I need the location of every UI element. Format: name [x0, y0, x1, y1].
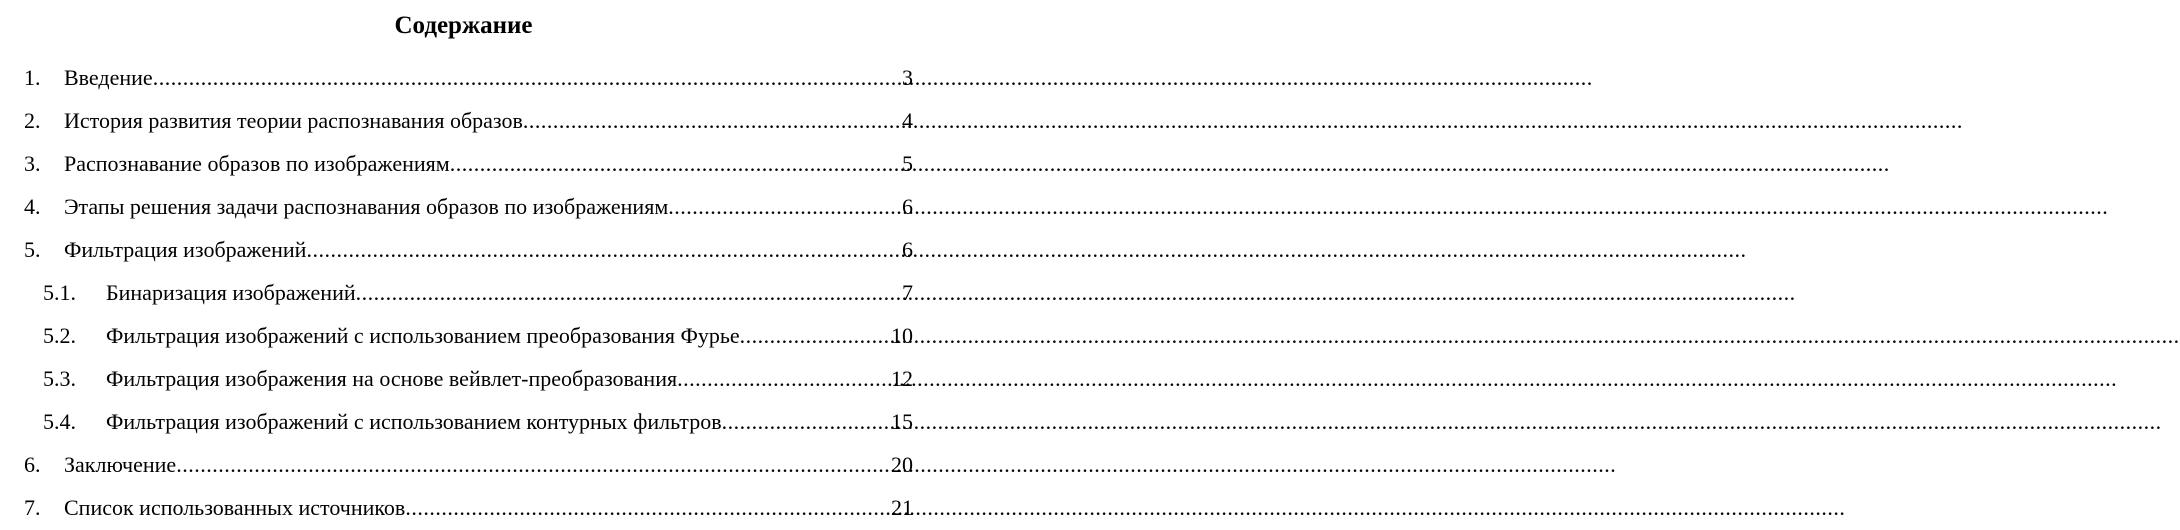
toc-entry-text: Фильтрация изображений с использованием контурных фильтров — [106, 409, 722, 434]
dot-leader — [153, 58, 901, 98]
toc-entry-conclusion[interactable] — [24, 445, 913, 485]
toc-entry-text: История развития теории распознавания образов — [64, 108, 523, 133]
toc-entry-history[interactable] — [24, 101, 913, 141]
toc-entry-page: 12 — [891, 366, 913, 391]
toc-entry-number: 5.1. — [43, 280, 76, 305]
toc-entry-number: 5. — [24, 237, 41, 262]
toc-entry-page: 3 — [902, 65, 913, 90]
toc-entry-number: 7. — [24, 495, 41, 520]
toc-entry-number: 3. — [24, 151, 41, 176]
toc-entry-number: 5.3. — [43, 366, 76, 391]
dot-leader — [356, 273, 901, 313]
toc-entry-page: 4 — [902, 108, 913, 133]
dot-leader — [450, 144, 901, 184]
toc-entry-fourier-filtering[interactable] — [43, 316, 913, 356]
toc-entry-number: 5.4. — [43, 409, 76, 434]
toc-entry-page: 15 — [891, 409, 913, 434]
toc-entry-wavelet-filtering[interactable] — [43, 359, 913, 399]
toc-entry-number: 2. — [24, 108, 41, 133]
toc-entry-page: 20 — [891, 452, 913, 477]
toc-entry-binarization[interactable] — [43, 273, 913, 313]
toc-entry-text: Фильтрация изображений с использованием преобразования Фурье — [106, 323, 740, 348]
toc-entry-text: Заключение — [64, 452, 177, 477]
toc-entry-stages[interactable] — [24, 187, 913, 227]
dot-leader — [677, 359, 890, 399]
dot-leader — [176, 445, 890, 485]
toc-entry-page: 10 — [891, 323, 913, 348]
dot-leader — [523, 101, 901, 141]
dot-leader — [668, 187, 901, 227]
toc-entry-number: 4. — [24, 194, 41, 219]
toc-entry-page: 7 — [902, 280, 913, 305]
toc-entry-number: 1. — [24, 65, 41, 90]
toc-entry-introduction[interactable] — [24, 58, 913, 98]
toc-entry-number: 6. — [24, 452, 41, 477]
toc-entry-number: 5.2. — [43, 323, 76, 348]
toc-entry-text: Распознавание образов по изображениям — [64, 151, 450, 176]
toc-entry-text: Список использованных источников — [64, 495, 406, 520]
dot-leader — [722, 402, 890, 442]
toc-title: Содержание — [394, 12, 533, 39]
toc-entry-page: 21 — [891, 495, 913, 520]
toc-entry-text: Бинаризация изображений — [106, 280, 356, 305]
dot-leader — [306, 230, 901, 270]
toc-entry-page: 6 — [902, 237, 913, 262]
toc-entry-text: Фильтрация изображения на основе вейвлет-преобразования — [106, 366, 678, 391]
toc-entry-image-recognition[interactable] — [24, 144, 913, 184]
dot-leader — [740, 316, 890, 356]
toc-entry-text: Этапы решения задачи распознавания образов по изображениям — [64, 194, 669, 219]
toc-entry-page: 6 — [902, 194, 913, 219]
toc-entry-filtering[interactable] — [24, 230, 913, 270]
toc-entry-page: 5 — [902, 151, 913, 176]
toc-entry-references[interactable] — [24, 488, 913, 528]
dot-leader — [405, 488, 890, 528]
toc-entry-text: Фильтрация изображений — [64, 237, 307, 262]
toc-entry-contour-filtering[interactable] — [43, 402, 913, 442]
toc-entry-text: Введение — [64, 65, 153, 90]
